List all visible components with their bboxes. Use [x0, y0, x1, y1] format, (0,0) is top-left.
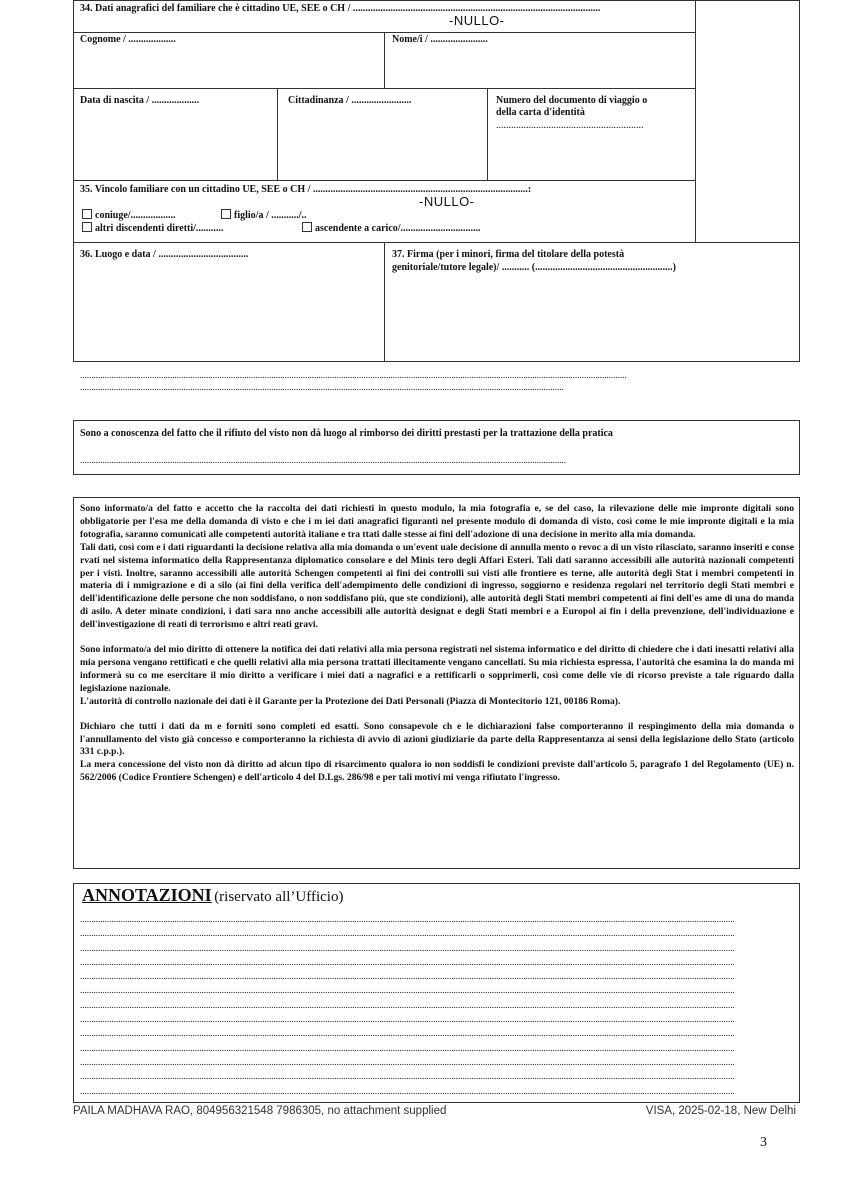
- citizenship-document-divider: [487, 88, 488, 180]
- row-divider-names: [73, 88, 695, 89]
- annotazioni-line[interactable]: ...................................................................................................................................................................................................................................................................................................: [80, 999, 735, 1010]
- privacy-paragraph-6: La mera concessione del visto non dà diritto ad alcun tipo di risarcimento qualora io non soddisfi le condizioni previste dall'articolo 5, paragrafo 1 del Regolamento (UE) n. 562/2006 (Codice Frontiere Schengen) e dell'articolo 4 del D.Lgs. 286/98 e per tali motivi mi venga rifiutato l'ingresso.: [80, 759, 794, 784]
- dotted-line: ...................................................................................................................................................................................................................................................: [80, 370, 627, 380]
- rimborso-dotted-line: ........................................................................................................................................................................................................................: [80, 455, 566, 465]
- checkbox-icon[interactable]: [82, 222, 92, 232]
- privacy-paragraph-3: Sono informato/a del mio diritto di ottenere la notifica dei dati relativi alla mia persona registrati nel sistema informatico e del diritto di chiedere che i dati inesatti relativi alla mia persona vengano rettificati e che quelli relativi alla mia persona trattati illecitamente vengano cancellati. Su mia richiesta espressa, l'autorità che esamina la do manda mi informerà su co me esercitare il mio diritto a verificare i miei dati a nagrafici e a rettificarli o sopprimerli, così come delle vie di ricorso previste a tale riguardo dalla legislazione nazionale.: [80, 644, 794, 694]
- row-divider-35: [73, 180, 695, 181]
- annotazioni-heading: [82, 885, 343, 906]
- annotazioni-line[interactable]: ...................................................................................................................................................................................................................................................................................................: [80, 942, 735, 953]
- section-35-title: 35. Vincolo familiare con un cittadino UE, SEE o CH / ......................................................................................:: [80, 184, 532, 195]
- annotazioni-line[interactable]: ...................................................................................................................................................................................................................................................................................................: [80, 914, 735, 924]
- privacy-paragraph-4: L'autorità di controllo nazionale dei dati è il Garante per la Protezione dei Dati Personali (Piazza di Montecitorio 121, 00186 Roma).: [80, 695, 621, 707]
- annotazioni-line[interactable]: ...................................................................................................................................................................................................................................................................................................: [80, 1042, 735, 1053]
- cognome-nome-divider: [384, 32, 385, 88]
- annotazioni-line[interactable]: ...................................................................................................................................................................................................................................................................................................: [80, 971, 735, 982]
- annotazioni-line[interactable]: ...................................................................................................................................................................................................................................................................................................: [80, 1085, 735, 1096]
- privacy-paragraph-2: Tali dati, così com e i dati riguardanti la decisione relativa alla mia domanda o un'event uale decisione di annulla mento o revoc a di un visto rilasciato, saranno inseriti e conse rvati nel sistema informatico della Rappresentanza diplomatico consolare e del Minis tero degli Affari Esteri. Tali dati saranno accessibili alle autorità nazionali competenti per i visti. Inoltre, saranno accessibili alle autorità Schengen competenti ai fini dei controlli sui visti alle frontiere es terne, alle autorità degli Stat i membri competenti in materia di i mmigrazione e di a silo (ai fini della verifica dell'adempimento delle condizioni di ingresso, soggiorno e residenza regolari nel territorio degli Stati membri e dell'identificazione delle persone che non soddisfano, o non soddisfano più, que ste condizioni), alle autorità degli Stati membri competenti ai fini dell'es ame di una do manda di asilo. A deter minate condizioni, i dati sara nno anche accessibili alle autorità designat e degli Stati membri e a Europol ai fin i della prevenzione, dell'individuazione e dell'investigazione di reati di terrorismo e altri reati gravi.: [80, 541, 794, 631]
- checkbox-icon[interactable]: [302, 222, 312, 232]
- luogo-firma-divider: [384, 242, 385, 362]
- annotazioni-line[interactable]: ...................................................................................................................................................................................................................................................................................................: [80, 956, 735, 967]
- annotazioni-line[interactable]: ...................................................................................................................................................................................................................................................................................................: [80, 928, 735, 939]
- privacy-paragraph-5: Dichiaro che tutti i dati da m e forniti sono completi ed esatti. Sono consapevole ch e le dichiarazioni false comporteranno il respingimento della mia domanda o l'annullamento del visto già concesso e comporteranno la richiesta di avvio di azioni giudiziarie da parte della Rappresentanza ai sensi della legislazione dello Stato (articolo 331 c.p.p.).: [80, 720, 794, 758]
- annotazioni-line[interactable]: ...................................................................................................................................................................................................................................................................................................: [80, 1056, 735, 1067]
- form-section-34-37: [73, 0, 800, 362]
- checkbox-icon[interactable]: [82, 209, 92, 219]
- annotazioni-lines[interactable]: [80, 912, 760, 1098]
- page-number: 3: [760, 1135, 767, 1150]
- birth-citizenship-divider: [277, 88, 278, 180]
- figlio-label: figlio/a / .........../..: [234, 210, 307, 221]
- ascendente-label: ascendente a carico/................................: [315, 223, 481, 234]
- firma-label-line1: 37. Firma (per i minori, firma del titolare della potestà: [392, 249, 625, 260]
- discendenti-label: altri discendenti diretti/...........: [95, 223, 224, 234]
- checkbox-coniuge[interactable]: [82, 209, 176, 222]
- footer-visa-info: VISA, 2025-02-18, New Delhi: [645, 1105, 796, 1117]
- coniuge-label: coniuge/..................: [95, 210, 176, 221]
- annotazioni-title: ANNOTAZIONI: [82, 885, 212, 905]
- checkbox-ascendente[interactable]: [302, 222, 481, 235]
- checkbox-figlio[interactable]: [221, 209, 307, 222]
- annotazioni-line[interactable]: ...................................................................................................................................................................................................................................................................................................: [80, 1071, 735, 1082]
- documento-label-line2: della carta d'identità: [496, 107, 585, 118]
- cognome-field[interactable]: Cognome / ...................: [80, 34, 176, 45]
- annotazioni-line[interactable]: ...................................................................................................................................................................................................................................................................................................: [80, 1014, 735, 1025]
- documento-label-line1: Numero del documento di viaggio o: [496, 95, 648, 106]
- annotazioni-line[interactable]: ...................................................................................................................................................................................................................................................................................................: [80, 985, 735, 996]
- annotazioni-subtitle: (riservato all’Ufficio): [214, 889, 344, 905]
- data-nascita-field[interactable]: Data di nascita / ...................: [80, 95, 200, 106]
- nome-field[interactable]: Nome/i / .......................: [392, 34, 488, 45]
- nullo-stamp-34: -NULLO-: [449, 13, 505, 28]
- checkbox-discendenti[interactable]: [82, 222, 223, 235]
- cittadinanza-field[interactable]: Cittadinanza / ........................: [288, 95, 412, 106]
- section-34-title: 34. Dati anagrafici del familiare che è cittadino UE, SEE o CH / ...................................................................................................: [80, 3, 601, 14]
- rimborso-text: Sono a conoscenza del fatto che il rifiuto del visto non dà luogo al rimborso dei diritti prestasti per la trattazione della pratica: [80, 428, 613, 439]
- row-divider-36: [73, 242, 800, 243]
- annotazioni-line[interactable]: ...................................................................................................................................................................................................................................................................................................: [80, 1028, 735, 1039]
- documento-field[interactable]: ...........................................................: [496, 120, 644, 131]
- dotted-line: .......................................................................................................................................................................................................................: [80, 382, 564, 392]
- nullo-stamp-35: -NULLO-: [419, 194, 475, 209]
- firma-field[interactable]: genitoriale/tutore legale)/ ........... (.......................................................): [392, 262, 676, 273]
- privacy-paragraph-1: Sono informato/a del fatto e accetto che la raccolta dei dati richiesti in questo modulo, la mia fotografia e, se del caso, la rilevazione delle mie impronte digitali sono obbligatorie per l'esa me della domanda di visto e che i m iei dati anagrafici figuranti nel presente modulo di domanda di visto, così come le mie impronte digitali e la mia fotografia, saranno comunicati alle competenti autorità italiane e tra ttati dalle stesse ai fini dell'adozione di una decisione in merito alla mia domanda.: [80, 503, 794, 540]
- footer-applicant-info: PAILA MADHAVA RAO, 804956321548 7986305, no attachment supplied: [73, 1105, 447, 1117]
- checkbox-icon[interactable]: [221, 209, 231, 219]
- right-margin-divider: [695, 0, 696, 242]
- privacy-declaration-text: [80, 503, 794, 785]
- luogo-data-field[interactable]: 36. Luogo e data / ....................................: [80, 249, 249, 260]
